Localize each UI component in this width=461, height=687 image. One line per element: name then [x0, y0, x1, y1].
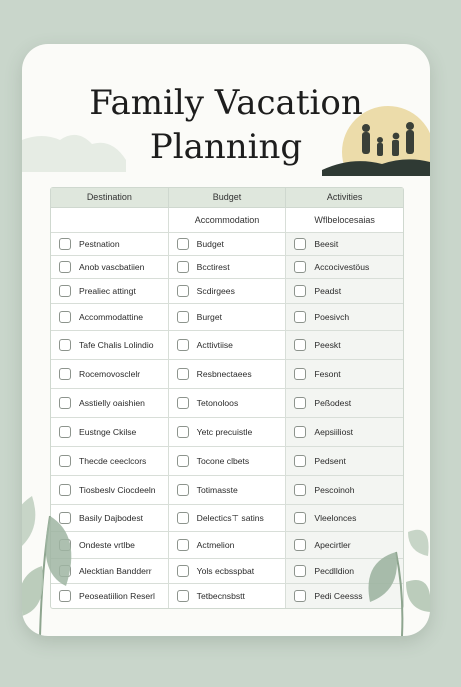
table-cell	[286, 360, 403, 388]
table-row	[51, 360, 403, 389]
table-cell	[169, 559, 287, 583]
table-row	[51, 505, 403, 532]
table-cell	[51, 360, 169, 388]
checkbox[interactable]	[59, 339, 71, 351]
table-cell	[169, 532, 287, 558]
leaf-decoration-left	[22, 476, 92, 636]
checkbox[interactable]	[177, 539, 189, 551]
cell-label: Pedi Ceesss	[314, 591, 363, 601]
table-row	[51, 584, 403, 608]
cell-label: Pecdlldion	[314, 566, 354, 576]
checkbox[interactable]	[294, 512, 306, 524]
table-row	[51, 418, 403, 447]
checkbox[interactable]	[177, 426, 189, 438]
table-row	[51, 559, 403, 584]
checkbox[interactable]	[294, 311, 306, 323]
table-cell	[51, 418, 169, 446]
table-body	[51, 233, 403, 608]
table-cell	[51, 331, 169, 359]
table-cell	[286, 304, 403, 330]
checkbox[interactable]	[177, 311, 189, 323]
cell-label: Accommodattine	[79, 312, 144, 322]
subheader-cell	[51, 208, 169, 232]
checkbox[interactable]	[59, 368, 71, 380]
table-row	[51, 256, 403, 279]
cell-label: Ondeste vrtlbe	[79, 540, 135, 550]
table-cell	[286, 418, 403, 446]
cell-label: Peßodest	[314, 398, 352, 408]
table-row	[51, 389, 403, 418]
checkbox[interactable]	[59, 238, 71, 250]
cell-label: Prealiec attingt	[79, 286, 136, 296]
table-cell	[286, 447, 403, 475]
checkbox[interactable]	[59, 261, 71, 273]
cell-label: Pestnation	[79, 239, 120, 249]
table-cell	[169, 447, 287, 475]
cell-label: Aepsiiliost	[314, 427, 354, 437]
column-header-destination: Destination	[51, 188, 169, 207]
column-header-budget: Budget	[169, 188, 287, 207]
table-cell	[169, 418, 287, 446]
column-header-activities: Activities	[326, 192, 363, 202]
cell-label: Tafe Chalis Lolindio	[79, 340, 154, 350]
checkbox[interactable]	[59, 285, 71, 297]
cell-label: Rocemovosclelr	[79, 369, 141, 379]
checkbox[interactable]	[294, 455, 306, 467]
cell-label: Tocone clbets	[196, 456, 250, 466]
cell-label: Accocivestöus	[314, 262, 370, 272]
checkbox[interactable]	[59, 426, 71, 438]
page-title-line-1: Family Vacation	[89, 83, 363, 123]
cell-label: Yetc precuistle	[196, 427, 253, 437]
checkbox[interactable]	[177, 455, 189, 467]
checkbox[interactable]	[177, 261, 189, 273]
table-cell	[286, 476, 403, 504]
table-cell	[169, 476, 287, 504]
table-cell	[51, 389, 169, 417]
checkbox[interactable]	[294, 368, 306, 380]
checkbox[interactable]	[294, 565, 306, 577]
checkbox[interactable]	[59, 397, 71, 409]
table-cell	[51, 256, 169, 278]
table-cell	[169, 279, 287, 303]
subheader-cell: Accommodation	[169, 208, 287, 232]
table-row	[51, 233, 403, 256]
cell-label: Pedsent	[314, 456, 346, 466]
checkbox[interactable]	[177, 512, 189, 524]
checkbox[interactable]	[59, 311, 71, 323]
checkbox[interactable]	[294, 426, 306, 438]
checkbox[interactable]	[294, 261, 306, 273]
cell-label: Vleelonces	[314, 513, 357, 523]
checkbox[interactable]	[59, 455, 71, 467]
table-row	[51, 447, 403, 476]
cell-label: Eustnge Ckilse	[79, 427, 137, 437]
checkbox[interactable]	[294, 397, 306, 409]
checkbox[interactable]	[294, 539, 306, 551]
table-row	[51, 476, 403, 505]
table-row	[51, 304, 403, 331]
table-cell	[286, 331, 403, 359]
cell-label: Scdirgees	[196, 286, 235, 296]
table-cell	[169, 304, 287, 330]
table-cell	[169, 331, 287, 359]
subheader-cell: Wflbelocesaias	[314, 215, 375, 225]
table-cell	[51, 447, 169, 475]
table-cell	[169, 389, 287, 417]
table-subheader	[51, 208, 403, 233]
checkbox[interactable]	[177, 238, 189, 250]
cell-label: Peadst	[314, 286, 342, 296]
checkbox[interactable]	[294, 285, 306, 297]
table-cell	[286, 233, 403, 255]
cell-label: Burget	[196, 312, 222, 322]
checkbox[interactable]	[177, 285, 189, 297]
cell-label: Alecktian Bandderr	[79, 566, 152, 576]
cell-label: Yols ecbsspbat	[196, 566, 255, 576]
cell-label: Fesont	[314, 369, 341, 379]
table-cell	[51, 304, 169, 330]
cell-label: Tetonoloos	[196, 398, 239, 408]
table-cell	[51, 233, 169, 255]
table-cell	[51, 279, 169, 303]
planner-card	[22, 44, 430, 636]
table-cell	[286, 389, 403, 417]
table-cell	[169, 360, 287, 388]
checkbox[interactable]	[177, 368, 189, 380]
table-header	[51, 188, 403, 208]
checkbox[interactable]	[294, 484, 306, 496]
checkbox[interactable]	[177, 484, 189, 496]
leaf-decoration-right	[362, 522, 430, 636]
cell-label: Beesit	[314, 239, 339, 249]
table-cell	[169, 233, 287, 255]
cell-label: Peoseatiilion Reserl	[79, 591, 155, 601]
planning-table	[50, 187, 404, 609]
table-cell	[169, 256, 287, 278]
table-cell	[286, 256, 403, 278]
cell-label: Anob vascbatiien	[79, 262, 145, 272]
cell-label: Poesivch	[314, 312, 350, 322]
cell-label: Totimasste	[196, 485, 238, 495]
cell-label: Apecirtler	[314, 540, 351, 550]
checkbox[interactable]	[177, 590, 189, 602]
table-cell	[286, 279, 403, 303]
checkbox[interactable]	[177, 565, 189, 577]
page-title-line-2: Planning	[149, 127, 303, 167]
cell-label: Tiosbeslv Ciocdeeln	[79, 485, 156, 495]
cell-label: Acttivtiise	[196, 340, 233, 350]
checkbox[interactable]	[177, 397, 189, 409]
checkbox[interactable]	[294, 339, 306, 351]
table-row	[51, 279, 403, 304]
table-cell	[169, 505, 287, 531]
cell-label: Pescoinoh	[314, 485, 355, 495]
cell-label: Delectics⊤ satins	[196, 512, 264, 523]
cell-label: Basily Dajbodest	[79, 513, 144, 523]
cell-label: Peeskt	[314, 340, 341, 350]
checkbox[interactable]	[177, 339, 189, 351]
cell-label: Tetbecnsbstt	[196, 591, 245, 601]
table-cell	[169, 584, 287, 608]
table-row	[51, 331, 403, 360]
cell-label: Bcctirest	[196, 262, 230, 272]
cell-label: Actmelion	[196, 540, 235, 550]
checkbox[interactable]	[294, 238, 306, 250]
cell-label: Asstielly oaishien	[79, 398, 145, 408]
cell-label: Resbnectaees	[196, 369, 252, 379]
cell-label: Thecde ceeclcors	[79, 456, 147, 466]
table-row	[51, 532, 403, 559]
cell-label: Budget	[196, 239, 224, 249]
checkbox[interactable]	[294, 590, 306, 602]
